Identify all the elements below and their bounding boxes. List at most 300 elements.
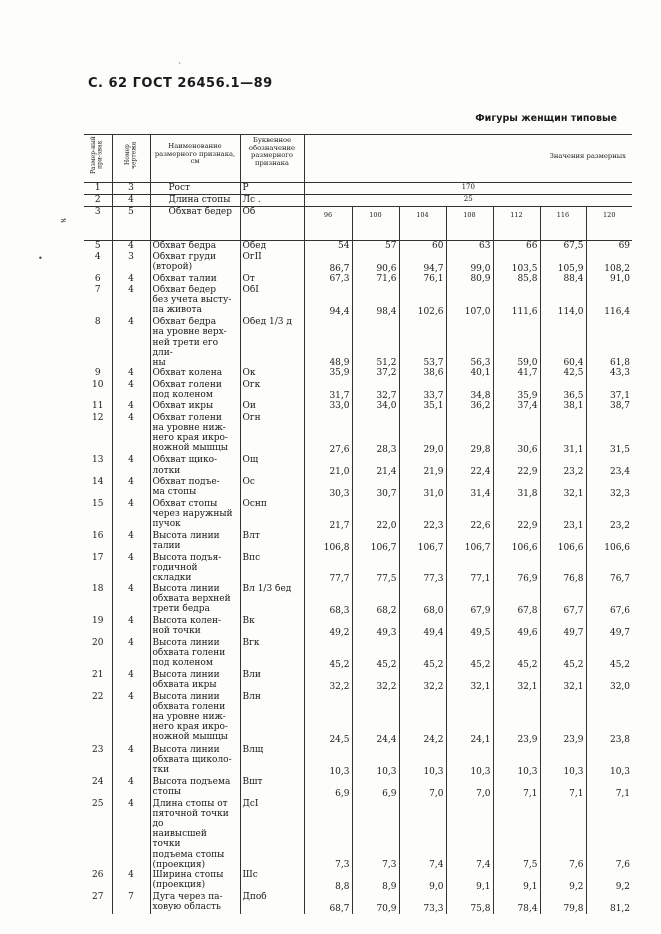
drawing-num: 4 bbox=[112, 401, 150, 412]
table-row bbox=[84, 870, 632, 892]
row-name bbox=[150, 892, 240, 914]
row-code: Ои bbox=[240, 401, 304, 412]
row-num: 7 bbox=[94, 285, 101, 296]
row-name-line: обхвата голени bbox=[152, 647, 226, 658]
row-value: 66 bbox=[493, 241, 540, 252]
row-value: 48,9 bbox=[304, 317, 352, 368]
row-value: 106,6 bbox=[540, 531, 586, 553]
row-value: 106,6 bbox=[493, 531, 540, 553]
table-row bbox=[84, 892, 632, 914]
row-value: 32,3 bbox=[586, 477, 632, 499]
table-row bbox=[84, 531, 632, 553]
row-value: 6,9 bbox=[304, 777, 352, 799]
size-value: 96 bbox=[304, 207, 352, 241]
row-value: 9,0 bbox=[399, 870, 446, 892]
drawing-num: 4 bbox=[112, 553, 150, 584]
row-value: 22,9 bbox=[493, 499, 540, 531]
row-value: 21,4 bbox=[352, 455, 399, 477]
table-subtitle: Фигуры женщин типовые bbox=[475, 113, 617, 124]
col-header-row-num: Размер-ный при-знак bbox=[84, 135, 112, 183]
row-name-line: обхвата щиколо- bbox=[152, 754, 232, 765]
row-name bbox=[150, 777, 240, 799]
row-value: 24,1 bbox=[446, 692, 493, 745]
row-name bbox=[150, 241, 240, 252]
row-value: 30,7 bbox=[352, 477, 399, 499]
row-name bbox=[150, 317, 240, 368]
row-value: 38,6 bbox=[399, 368, 446, 379]
row-name: Длина стопы bbox=[150, 195, 240, 207]
row-name-line: (второй) bbox=[152, 262, 193, 273]
drawing-num: 7 bbox=[112, 892, 150, 914]
row-name bbox=[150, 584, 240, 616]
row-name-line: ма стопы bbox=[152, 487, 197, 498]
row-value: 63 bbox=[446, 241, 493, 252]
row-num: 3 bbox=[94, 207, 101, 217]
row-value: 56,3 bbox=[446, 317, 493, 368]
row-name-line: обхвата икры bbox=[152, 680, 217, 691]
row-value: 32,1 bbox=[540, 670, 586, 692]
row-value: 23,2 bbox=[586, 499, 632, 531]
row-num: 6 bbox=[94, 273, 101, 284]
row-value: 27,6 bbox=[304, 413, 352, 456]
row-code: Вк bbox=[240, 616, 304, 638]
row-value: 49,4 bbox=[399, 616, 446, 638]
row-value: 78,4 bbox=[493, 892, 540, 914]
row-value: 80,9 bbox=[446, 274, 493, 285]
row-value: 7,1 bbox=[540, 777, 586, 799]
row-value: 69 bbox=[586, 241, 632, 252]
row-value: 106,7 bbox=[446, 531, 493, 553]
row-value: 60 bbox=[399, 241, 446, 252]
row-value: 76,1 bbox=[399, 274, 446, 285]
row-value: 68,0 bbox=[399, 584, 446, 616]
row-code: Вл 1/3 бед bbox=[240, 584, 304, 616]
row-code: Оснп bbox=[240, 499, 304, 531]
row-value: 116,4 bbox=[586, 285, 632, 317]
row-value: 23,9 bbox=[540, 692, 586, 745]
row-name bbox=[150, 799, 240, 870]
row-value: 10,3 bbox=[352, 745, 399, 777]
row-name-line: Длина стопы от bbox=[152, 798, 228, 809]
row-name-line: на уровне ниж- bbox=[152, 423, 226, 434]
table-row bbox=[84, 584, 632, 616]
row-value: 7,3 bbox=[352, 799, 399, 870]
row-name-line: Высота линии bbox=[152, 669, 220, 680]
row-value: 86,7 bbox=[304, 252, 352, 274]
row-name-line: Обхват колена bbox=[152, 368, 223, 379]
drawing-num: 3 bbox=[112, 183, 150, 195]
row-code: ОбI bbox=[240, 285, 304, 317]
drawing-num: 4 bbox=[112, 670, 150, 692]
drawing-num: 4 bbox=[112, 317, 150, 368]
table-row bbox=[84, 692, 632, 745]
row-code: Обед bbox=[240, 241, 304, 252]
row-value: 33,0 bbox=[304, 401, 352, 412]
row-value: 36,5 bbox=[540, 380, 586, 402]
row-value: 7,5 bbox=[493, 799, 540, 870]
row-num: 11 bbox=[92, 401, 104, 412]
drawing-num: 4 bbox=[112, 499, 150, 531]
row-value: 51,2 bbox=[352, 317, 399, 368]
drawing-num: 4 bbox=[112, 477, 150, 499]
drawing-num: 5 bbox=[112, 207, 150, 241]
row-value: 34,0 bbox=[352, 401, 399, 412]
row-value: 37,4 bbox=[493, 401, 540, 412]
row-value: 21,7 bbox=[304, 499, 352, 531]
row-value: 67,9 bbox=[446, 584, 493, 616]
row-num: 21 bbox=[92, 669, 104, 680]
row-value: 99,0 bbox=[446, 252, 493, 274]
row-value: 38,7 bbox=[586, 401, 632, 412]
row-value: 88,4 bbox=[540, 274, 586, 285]
row-name-line: подъема стопы bbox=[152, 849, 225, 860]
row-value: 67,6 bbox=[586, 584, 632, 616]
row-value: 21,9 bbox=[399, 455, 446, 477]
sizes-row bbox=[84, 207, 632, 241]
row-value: 76,8 bbox=[540, 553, 586, 584]
row-name-line: стопы bbox=[152, 787, 182, 797]
drawing-num: 4 bbox=[112, 584, 150, 616]
row-name-line: пучок bbox=[152, 519, 181, 530]
row-code: Дпоб bbox=[240, 892, 304, 914]
row-num: 27 bbox=[92, 891, 104, 902]
row-value: 45,2 bbox=[493, 638, 540, 670]
row-value: 45,2 bbox=[446, 638, 493, 670]
table-row bbox=[84, 616, 632, 638]
row-num: 9 bbox=[94, 368, 101, 379]
row-name-line: ны bbox=[152, 358, 166, 369]
row-num: 2 bbox=[94, 195, 101, 205]
row-value: 7,4 bbox=[399, 799, 446, 870]
row-value: 42,5 bbox=[540, 368, 586, 379]
row-name-line: Высота линии bbox=[152, 531, 220, 542]
page-title: С. 62 ГОСТ 26456.1—89 bbox=[88, 76, 273, 91]
row-value: 22,6 bbox=[446, 499, 493, 531]
row-num: 4 bbox=[94, 251, 101, 262]
row-value: 45,2 bbox=[352, 638, 399, 670]
row-value: 98,4 bbox=[352, 285, 399, 317]
row-value: 105,9 bbox=[540, 252, 586, 274]
row-value: 10,3 bbox=[540, 745, 586, 777]
table-row bbox=[84, 380, 632, 402]
row-value: 45,2 bbox=[399, 638, 446, 670]
row-name bbox=[150, 285, 240, 317]
row-value: 10,3 bbox=[446, 745, 493, 777]
row-value: 32,2 bbox=[304, 670, 352, 692]
row-value: 71,6 bbox=[352, 274, 399, 285]
row-num: 22 bbox=[92, 691, 104, 702]
row-value: 8,8 bbox=[304, 870, 352, 892]
row-value: 73,3 bbox=[399, 892, 446, 914]
row-value: 7,0 bbox=[399, 777, 446, 799]
row-value: 23,1 bbox=[540, 499, 586, 531]
table-row bbox=[84, 413, 632, 456]
row-num: 8 bbox=[94, 317, 101, 328]
table-row bbox=[84, 241, 632, 252]
row-name bbox=[150, 477, 240, 499]
table-row bbox=[84, 477, 632, 499]
row-value: 59,0 bbox=[493, 317, 540, 368]
row-value: 23,8 bbox=[586, 692, 632, 745]
row-value: 25 bbox=[304, 195, 632, 207]
row-code: Лс . bbox=[240, 195, 304, 207]
row-code: ОгII bbox=[240, 252, 304, 274]
drawing-num: 4 bbox=[112, 195, 150, 207]
col-header-name: Наименование размерного признака, см bbox=[150, 135, 240, 183]
row-name-line: Высота линии bbox=[152, 744, 220, 755]
row-value: 67,5 bbox=[540, 241, 586, 252]
drawing-num: 4 bbox=[112, 692, 150, 745]
row-value: 45,2 bbox=[586, 638, 632, 670]
row-value: 10,3 bbox=[399, 745, 446, 777]
row-name-line: него края икро- bbox=[152, 722, 228, 733]
size-value: 120 bbox=[586, 207, 632, 241]
row-value: 22,4 bbox=[446, 455, 493, 477]
row-value: 68,3 bbox=[304, 584, 352, 616]
row-name-line: пяточной точки до bbox=[152, 808, 229, 829]
row-value: 54 bbox=[304, 241, 352, 252]
table-row bbox=[84, 368, 632, 379]
row-name-line: Обхват талии bbox=[152, 273, 217, 284]
row-name-line: тки bbox=[152, 765, 170, 776]
dimension-table bbox=[84, 134, 632, 914]
row-num: 16 bbox=[92, 531, 104, 542]
row-name bbox=[150, 616, 240, 638]
table-row bbox=[84, 745, 632, 777]
drawing-num: 4 bbox=[112, 638, 150, 670]
row-value: 68,7 bbox=[304, 892, 352, 914]
row-value: 76,9 bbox=[493, 553, 540, 584]
row-code: Обед 1/3 д bbox=[240, 317, 304, 368]
row-name-line: обхвата голени bbox=[152, 701, 226, 712]
row-value: 108,2 bbox=[586, 252, 632, 274]
drawing-num: 4 bbox=[112, 777, 150, 799]
row-value: 75,8 bbox=[446, 892, 493, 914]
row-name bbox=[150, 455, 240, 477]
row-value: 32,7 bbox=[352, 380, 399, 402]
drawing-num: 4 bbox=[112, 870, 150, 892]
row-name-line: ней трети его дли- bbox=[152, 337, 219, 358]
row-value: 106,7 bbox=[399, 531, 446, 553]
drawing-num: 4 bbox=[112, 285, 150, 317]
row-value: 30,3 bbox=[304, 477, 352, 499]
row-value: 7,4 bbox=[446, 799, 493, 870]
row-name-line: ховую область bbox=[152, 902, 221, 913]
row-value: 103,5 bbox=[493, 252, 540, 274]
size-value: 112 bbox=[493, 207, 540, 241]
row-value: 41,7 bbox=[493, 368, 540, 379]
scan-speck: • bbox=[38, 254, 43, 263]
row-name-line: лотки bbox=[152, 465, 181, 476]
row-name-line: Высота подъема bbox=[152, 776, 231, 787]
row-code: Вшт bbox=[240, 777, 304, 799]
row-value: 9,2 bbox=[540, 870, 586, 892]
row-name bbox=[150, 553, 240, 584]
row-value: 114,0 bbox=[540, 285, 586, 317]
row-value: 79,8 bbox=[540, 892, 586, 914]
row-name-line: Обхват бедра bbox=[152, 317, 217, 328]
row-value: 45,2 bbox=[540, 638, 586, 670]
row-name bbox=[150, 870, 240, 892]
row-value: 24,4 bbox=[352, 692, 399, 745]
row-value: 57 bbox=[352, 241, 399, 252]
row-value: 49,3 bbox=[352, 616, 399, 638]
row-name-line: Высота линии bbox=[152, 691, 220, 702]
col-header-values: Значения размерных bbox=[304, 135, 632, 183]
row-num: 1 bbox=[94, 183, 101, 193]
drawing-num: 3 bbox=[112, 252, 150, 274]
row-value: 31,0 bbox=[399, 477, 446, 499]
row-value: 43,3 bbox=[586, 368, 632, 379]
row-name-line: наивысшей точки bbox=[152, 829, 207, 850]
row-num: 17 bbox=[92, 553, 104, 564]
row-value: 30,6 bbox=[493, 413, 540, 456]
size-value: 104 bbox=[399, 207, 446, 241]
row-code: Вгк bbox=[240, 638, 304, 670]
row-name-line: на уровне верх- bbox=[152, 327, 227, 338]
row-code: Ос bbox=[240, 477, 304, 499]
row-name-line: Обхват икры bbox=[152, 401, 214, 412]
row-value: 35,1 bbox=[399, 401, 446, 412]
row-value: 31,5 bbox=[586, 413, 632, 456]
row-name bbox=[150, 745, 240, 777]
row-value: 111,6 bbox=[493, 285, 540, 317]
row-name-line: годичной складки bbox=[152, 563, 198, 584]
row-value: 170 bbox=[304, 183, 632, 195]
row-value: 53,7 bbox=[399, 317, 446, 368]
size-value: 108 bbox=[446, 207, 493, 241]
row-value: 106,8 bbox=[304, 531, 352, 553]
row-value: 9,1 bbox=[493, 870, 540, 892]
row-name bbox=[150, 670, 240, 692]
row-code: Влт bbox=[240, 531, 304, 553]
row-code: ДсI bbox=[240, 799, 304, 870]
row-value: 35,9 bbox=[304, 368, 352, 379]
row-code: Шс bbox=[240, 870, 304, 892]
row-name-line: без учета высту- bbox=[152, 295, 232, 306]
drawing-num: 4 bbox=[112, 531, 150, 553]
row-name bbox=[150, 499, 240, 531]
row-value: 24,2 bbox=[399, 692, 446, 745]
row-value: 85,8 bbox=[493, 274, 540, 285]
row-value: 9,2 bbox=[586, 870, 632, 892]
row-value: 76,7 bbox=[586, 553, 632, 584]
row-value: 7,3 bbox=[304, 799, 352, 870]
table-row bbox=[84, 638, 632, 670]
row-name: Обхват бедер bbox=[150, 207, 240, 241]
drawing-num: 4 bbox=[112, 616, 150, 638]
row-value: 32,1 bbox=[540, 477, 586, 499]
row-name-line: (проекция) bbox=[152, 859, 206, 870]
row-name-line: Обхват груди bbox=[152, 251, 216, 262]
row-code: Ок bbox=[240, 368, 304, 379]
row-value: 22,3 bbox=[399, 499, 446, 531]
row-num: 10 bbox=[92, 379, 104, 390]
row-value: 31,4 bbox=[446, 477, 493, 499]
table-row bbox=[84, 455, 632, 477]
row-name-line: обхвата верхней bbox=[152, 593, 231, 604]
row-name-line: Высота линии bbox=[152, 583, 220, 594]
row-value: 61,8 bbox=[586, 317, 632, 368]
row-name-line: Ширина стопы bbox=[152, 870, 224, 881]
row-code: Ощ bbox=[240, 455, 304, 477]
row-name-line: ной точки bbox=[152, 626, 201, 637]
row-value: 37,1 bbox=[586, 380, 632, 402]
row-value: 67,3 bbox=[304, 274, 352, 285]
row-value: 6,9 bbox=[352, 777, 399, 799]
table-row bbox=[84, 317, 632, 368]
scan-speck: ≠ bbox=[60, 216, 67, 225]
row-num: 5 bbox=[94, 241, 101, 251]
row-value: 32,2 bbox=[352, 670, 399, 692]
row-value: 70,9 bbox=[352, 892, 399, 914]
drawing-num: 4 bbox=[112, 799, 150, 870]
row-name-line: талии bbox=[152, 541, 181, 552]
row-value: 7,1 bbox=[493, 777, 540, 799]
row-code: Влщ bbox=[240, 745, 304, 777]
row-name-line: Обхват голени bbox=[152, 379, 222, 390]
row-value: 38,1 bbox=[540, 401, 586, 412]
scan-speck: ` bbox=[178, 62, 182, 71]
row-code: Впс bbox=[240, 553, 304, 584]
table-row bbox=[84, 799, 632, 870]
row-name-line: ножной мышцы bbox=[152, 732, 228, 743]
row-name-line: Высота подъя- bbox=[152, 553, 222, 564]
row-value: 37,2 bbox=[352, 368, 399, 379]
row-value: 36,2 bbox=[446, 401, 493, 412]
row-value: 32,0 bbox=[586, 670, 632, 692]
header-row bbox=[84, 183, 632, 195]
row-name-line: па живота bbox=[152, 305, 202, 316]
row-value: 67,8 bbox=[493, 584, 540, 616]
row-name-line: Высота линии bbox=[152, 637, 220, 648]
table-row bbox=[84, 670, 632, 692]
row-name bbox=[150, 531, 240, 553]
row-name-line: Обхват бедер bbox=[152, 285, 217, 296]
row-name-line: ножной мышцы bbox=[152, 443, 228, 454]
row-value: 32,1 bbox=[493, 670, 540, 692]
row-name bbox=[150, 368, 240, 379]
drawing-num: 4 bbox=[112, 745, 150, 777]
row-value: 107,0 bbox=[446, 285, 493, 317]
row-code: Р bbox=[240, 183, 304, 195]
row-value: 90,6 bbox=[352, 252, 399, 274]
row-value: 8,9 bbox=[352, 870, 399, 892]
col-header-drawing-num: Номер чертежа bbox=[112, 135, 150, 183]
size-value: 100 bbox=[352, 207, 399, 241]
row-num: 12 bbox=[92, 412, 104, 423]
col-header-code: Буквенное обозначение размерного признака bbox=[240, 135, 304, 183]
table-row bbox=[84, 777, 632, 799]
row-value: 94,4 bbox=[304, 285, 352, 317]
row-value: 10,3 bbox=[304, 745, 352, 777]
drawing-num: 4 bbox=[112, 368, 150, 379]
row-value: 24,5 bbox=[304, 692, 352, 745]
row-value: 32,2 bbox=[399, 670, 446, 692]
row-value: 34,8 bbox=[446, 380, 493, 402]
row-value: 29,8 bbox=[446, 413, 493, 456]
row-name bbox=[150, 380, 240, 402]
row-value: 32,1 bbox=[446, 670, 493, 692]
row-name-line: Обхват стопы bbox=[152, 499, 218, 510]
row-name-line: Дуга через па- bbox=[152, 891, 223, 902]
drawing-num: 4 bbox=[112, 455, 150, 477]
row-value: 77,5 bbox=[352, 553, 399, 584]
row-value: 77,3 bbox=[399, 553, 446, 584]
row-value: 7,0 bbox=[446, 777, 493, 799]
row-value: 31,8 bbox=[493, 477, 540, 499]
row-value: 60,4 bbox=[540, 317, 586, 368]
